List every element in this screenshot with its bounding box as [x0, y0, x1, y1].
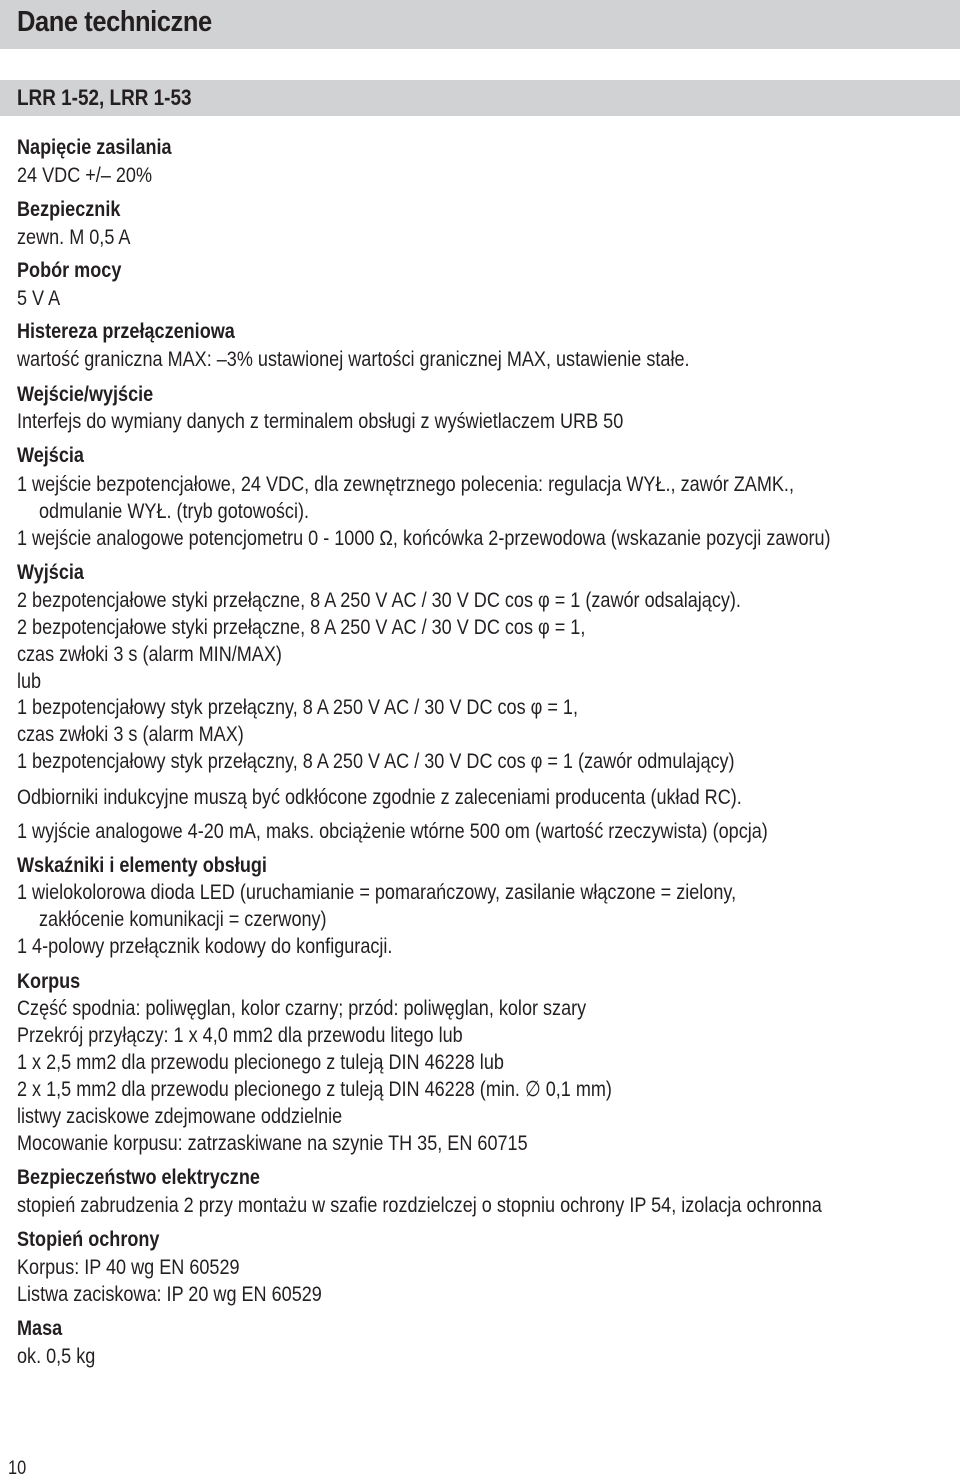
outputs-line-3: czas zwłoki 3 s (alarm MIN/MAX) — [17, 642, 282, 666]
power-consumption-value: 5 V A — [17, 286, 61, 310]
heading-protection: Stopień ochrony — [17, 1227, 160, 1251]
heading-supply-voltage: Napięcie zasilania — [17, 135, 172, 159]
fuse-value: zewn. M 0,5 A — [17, 225, 131, 249]
outputs-line-2: 2 bezpotencjałowe styki przełączne, 8 A 250 V AC / 30 V DC cos φ = 1, — [17, 615, 586, 639]
weight-value: ok. 0,5 kg — [17, 1344, 96, 1368]
protection-line-2: Listwa zaciskowa: IP 20 wg EN 60529 — [17, 1282, 322, 1306]
outputs-note: Odbiorniki indukcyjne muszą być odkłócone zgodnie z zaleceniami producenta (układ RC). — [17, 785, 742, 809]
outputs-analog: 1 wyjście analogowe 4-20 mA, maks. obciążenie wtórne 500 om (wartość rzeczywista) (opcja) — [17, 819, 768, 843]
outputs-line-7: 1 bezpotencjałowy styk przełączny, 8 A 250 V AC / 30 V DC cos φ = 1 (zawór odmulający) — [17, 749, 735, 773]
heading-outputs: Wyjścia — [17, 560, 84, 584]
housing-line-4: 2 x 1,5 mm2 dla przewodu plecionego z tuleją DIN 46228 (min. ∅ 0,1 mm) — [17, 1077, 612, 1101]
page-number: 10 — [8, 1458, 27, 1479]
input-output-value: Interfejs do wymiany danych z terminalem obsługi z wyświetlaczem URB 50 — [17, 409, 624, 433]
housing-line-2: Przekrój przyłączy: 1 x 4,0 mm2 dla przewodu litego lub — [17, 1023, 463, 1047]
hysteresis-value: wartość graniczna MAX: –3% ustawionej wartości granicznej MAX, ustawienie stałe. — [17, 347, 690, 371]
inputs-line-2: odmulanie WYŁ. (tryb gotowości). — [39, 499, 310, 523]
indicators-line-2: zakłócenie komunikacji = czerwony) — [39, 907, 327, 931]
heading-power-consumption: Pobór mocy — [17, 258, 122, 282]
housing-line-6: Mocowanie korpusu: zatrzaskiwane na szynie TH 35, EN 60715 — [17, 1131, 528, 1155]
heading-fuse: Bezpiecznik — [17, 197, 121, 221]
electrical-safety-value: stopień zabrudzenia 2 przy montażu w szafie rozdzielczej o stopniu ochrony IP 54, izolacja ochronna — [17, 1193, 822, 1217]
supply-voltage-value: 24 VDC +/– 20% — [17, 163, 153, 187]
protection-line-1: Korpus: IP 40 wg EN 60529 — [17, 1255, 240, 1279]
outputs-line-1: 2 bezpotencjałowe styki przełączne, 8 A 250 V AC / 30 V DC cos φ = 1 (zawór odsalający). — [17, 588, 741, 612]
title-bar — [0, 0, 960, 49]
outputs-line-5: 1 bezpotencjałowy styk przełączny, 8 A 250 V AC / 30 V DC cos φ = 1, — [17, 695, 578, 719]
heading-inputs: Wejścia — [17, 443, 84, 467]
page-title: Dane techniczne — [17, 6, 212, 38]
indicators-line-3: 1 4-polowy przełącznik kodowy do konfiguracji. — [17, 934, 393, 958]
housing-line-1: Część spodnia: poliwęglan, kolor czarny; przód: poliwęglan, kolor szary — [17, 996, 587, 1020]
heading-indicators: Wskaźniki i elementy obsługi — [17, 853, 267, 877]
heading-electrical-safety: Bezpieczeństwo elektryczne — [17, 1165, 260, 1189]
heading-input-output: Wejście/wyjście — [17, 382, 154, 406]
outputs-line-4: lub — [17, 669, 42, 693]
heading-housing: Korpus — [17, 969, 81, 993]
model-bar — [0, 80, 960, 116]
housing-line-5: listwy zaciskowe zdejmowane oddzielnie — [17, 1104, 343, 1128]
heading-hysteresis: Histereza przełączeniowa — [17, 319, 235, 343]
heading-weight: Masa — [17, 1316, 63, 1340]
indicators-line-1: 1 wielokolorowa dioda LED (uruchamianie = pomarańczowy, zasilanie włączone = zielony, — [17, 880, 737, 904]
inputs-line-1: 1 wejście bezpotencjałowe, 24 VDC, dla zewnętrznego polecenia: regulacja WYŁ., zawór ZAMK., — [17, 472, 794, 496]
model-label: LRR 1-52, LRR 1-53 — [17, 85, 192, 110]
housing-line-3: 1 x 2,5 mm2 dla przewodu plecionego z tuleją DIN 46228 lub — [17, 1050, 504, 1074]
inputs-line-3: 1 wejście analogowe potencjometru 0 - 1000 Ω, końcówka 2-przewodowa (wskazanie pozycji zaworu) — [17, 526, 831, 550]
outputs-line-6: czas zwłoki 3 s (alarm MAX) — [17, 722, 244, 746]
